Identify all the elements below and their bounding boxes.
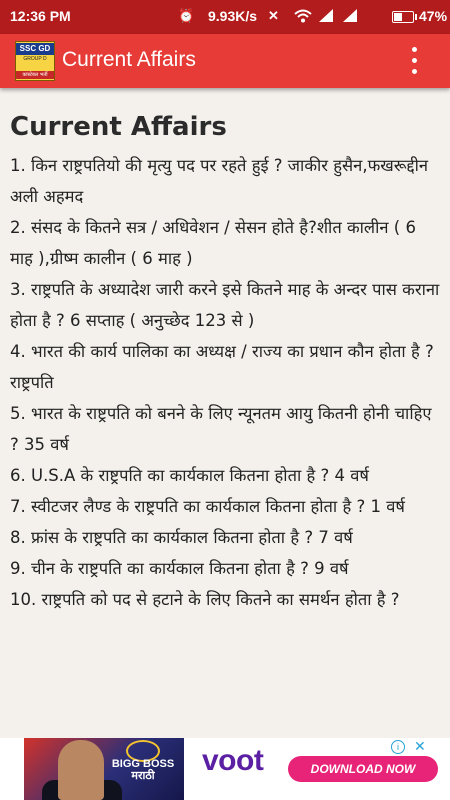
list-item: 1. किन राष्ट्रपतियो की मृत्यु पद पर रहते हुई ? जाकीर हुसैन,फखरूद्दीन अली अहमद xyxy=(10,156,429,206)
list-item: 8. फ्रांस के राष्ट्रपति का कार्यकाल कितना होता है ? 7 वर्ष xyxy=(10,528,353,547)
ad-banner[interactable] xyxy=(0,738,450,800)
list-item: 7. स्वीटजर लैण्ड के राष्ट्रपति का कार्यकाल कितना होता है ? 1 वर्ष xyxy=(10,497,405,516)
ad-image[interactable] xyxy=(24,738,184,800)
list-item: 9. चीन के राष्ट्रपति का कार्यकाल कितना होता है ? 9 वर्ष xyxy=(10,559,349,578)
page-title: Current Affairs xyxy=(10,112,227,142)
download-now-button[interactable]: DOWNLOAD NOW xyxy=(288,756,438,782)
battery-icon xyxy=(392,11,414,23)
ad-info-icon[interactable]: i xyxy=(391,740,405,754)
app-bar xyxy=(0,34,450,88)
signal-icon-2 xyxy=(342,8,358,26)
overflow-menu-icon[interactable] xyxy=(406,45,422,77)
ad-show-text: BIGG BOSS xyxy=(111,758,175,770)
logo-line-2: GROUP D xyxy=(23,56,47,62)
network-speed: 9.93K/s xyxy=(208,8,258,24)
ad-show-subtext: मराठी xyxy=(131,770,155,782)
ad-person xyxy=(58,740,104,800)
list-item: 5. भारत के राष्ट्रपति को बनने के लिए न्यूनतम आयु कितनी होनी चाहिए ? 35 वर्ष xyxy=(10,404,432,454)
ad-brand[interactable]: voot xyxy=(202,744,264,777)
article-content[interactable] xyxy=(0,88,450,738)
logo-line-3: कांस्टेबल भर्ती xyxy=(16,71,54,79)
list-item: 4. भारत की कार्य पालिका का अध्यक्ष / राज्य का प्रधान कौन होता है ? राष्ट्रपति xyxy=(10,342,434,392)
list-item: 3. राष्ट्रपति के अध्यादेश जारी करने इसे कितने माह के अन्दर पास कराना होता है ? 6 सप्ताह ( अनुच्छेद 123 से ) xyxy=(10,280,440,330)
logo-line-1: SSC GD xyxy=(16,43,54,55)
app-logo xyxy=(15,41,55,81)
list-item: 2. संसद के कितने सत्र / अधिवेशन / सेसन होते है?शीत कालीन ( 6 माह ),ग्रीष्म कालीन ( 6 माह ) xyxy=(10,218,416,268)
app-title: Current Affairs xyxy=(62,48,196,71)
battery-percent: 47% xyxy=(419,8,448,24)
status-bar xyxy=(0,0,450,34)
ad-show-title xyxy=(110,758,176,782)
signal-icon xyxy=(318,8,334,26)
wifi-icon xyxy=(294,9,312,26)
mute-icon: ✕ xyxy=(268,8,279,23)
status-time: 12:36 PM xyxy=(10,8,71,24)
list-item: 6. U.S.A के राष्ट्रपति का कार्यकाल कितना होता है ? 4 वर्ष xyxy=(10,466,369,485)
alarm-icon: ⏰ xyxy=(178,8,195,23)
ad-close-icon[interactable]: ✕ xyxy=(414,738,426,754)
list-item: 10. राष्ट्रपति को पद से हटाने के लिए कितने का समर्थन होता है ? xyxy=(10,590,400,609)
